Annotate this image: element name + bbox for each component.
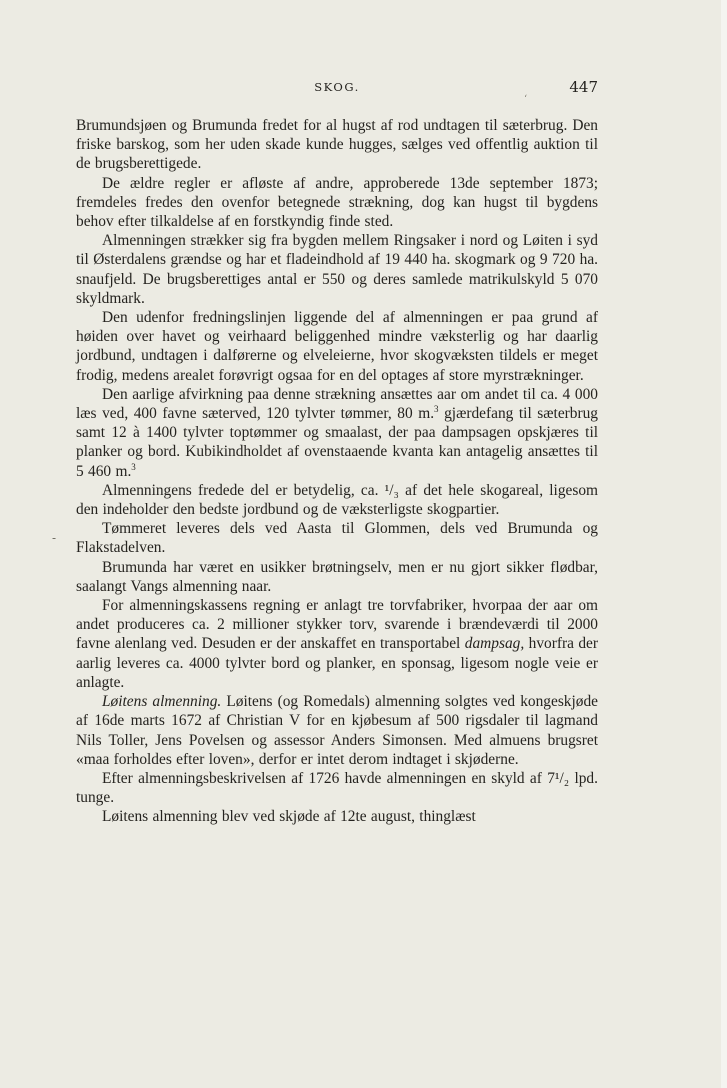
paragraph-6-part-2: af det hele skogareal, ligesom den indeholder den bedste jordbund og de væksterligste skogpartier. [76,481,599,519]
superscript-cubic-2: 3 [131,461,136,472]
paragraph-1: Brumundsjøen og Brumunda fredet for al hugst af rod undtagen til sæterbrug. Den friske barskog, som her uden skade kunde hugges, sælges ved offentlig auktion til de brugsberettigede. [76,117,598,173]
paragraph-2: De ældre regler er afløste af andre, approberede 13de september 1873; fremdeles fredes den ovenfor betegnede strækning, dog kan hugst til bygdens behov efter tilkaldelse af en forstkyndig finde sted. [76,174,598,231]
italic-dampsag: dampsag, [464,635,525,653]
page-number: 447 [569,78,598,96]
fraction-one-half: ¹/₂ [554,769,570,787]
paragraph-12: Løitens almenning blev ved skjøde af 12te august, thinglæst [102,808,476,826]
paragraph-5-part-2: gjærdefang til sæterbrug samt 12 à 1400 tylvter toptømmer og smaalast, der paa dampsagen opskjæres til planker og bord. Kubikindholdet af ovenstaaende kvanta kan antagelig ansættes til 5 460 m. [76,405,598,480]
paragraph-5-part-1: Den aarlige afvirkning paa denne strækning ansættes aar om andet til ca. 4 000 læs ved, 400 favne sæterved, 120 tylvter tømmer, 80 m. [76,385,598,423]
page-edge [721,0,727,1088]
body-text [76,116,598,827]
stray-mark-top: ʻ [524,94,528,105]
paragraph-9 [76,596,598,692]
section-heading-loitens-almenning: Løitens almenning. [102,693,222,711]
paragraph-10-text: Løitens (og Romedals) almenning solgtes ved kongeskjøde af 16de marts 1672 af Christian V for en kjøbesum af 500 rigsdaler til lagmand Nils Toller, Jens Povelsen og assessor Anders Simonsen. Med almuens brugsret «maa forholdes efter loven», derfor er intet derom indtaget i skjøderne. [76,693,599,768]
fraction-one-third: ¹/₃ [384,481,399,499]
stray-mark-left: - [52,531,57,545]
paragraph-11-part-2: lpd. tunge. [76,769,598,807]
paragraph-10 [76,692,598,769]
paragraph-11-part-1: Efter almenningsbeskrivelsen af 1726 havde almenningen en skyld af 7 [102,769,555,787]
page-header [76,80,598,100]
paragraph-3: Almenningen strækker sig fra bygden mellem Ringsaker i nord og Løiten i syd til Østerdalens grændse og har et fladeindhold af 19 440 ha. skogmark og 9 720 ha. snaufjeld. De brugsberettiges antal er 550 og deres samlede matrikulskyld 5 070 skyldmark. [76,232,598,307]
paragraph-9-part-1: For almenningskassens regning er anlagt tre torvfabriker, hvorpaa der aar om andet produceres ca. 2 millioner stykker torv, svarende i brændeværdi til 2000 favne alenlang ved. Desuden er der anskaffet en transportabel [76,597,598,653]
superscript-cubic-1: 3 [434,403,439,414]
paragraph-5 [76,385,598,481]
paragraph-6 [76,481,598,519]
paragraph-7: Tømmeret leveres dels ved Aasta til Glommen, dels ved Brumunda og Flakstadelven. [76,520,598,557]
running-title: SKOG. [314,80,360,94]
paragraph-8: Brumunda har været en usikker brøtningselv, men er nu gjort sikker flødbar, saalangt Vangs almenning naar. [76,558,598,595]
paragraph-4: Den udenfor fredningslinjen liggende del af almenningen er paa grund af høiden over havet og veirhaard beliggenhed mindre væksterlig og har daarlig jordbund, undtagen i dalførerne og elveleierne, hvor skogvæksten tildels er meget frodig, medens arealet forøvrigt ogsaa for en del optages af store myrstrækninger. [76,309,598,384]
paragraph-11 [76,769,598,807]
paragraph-6-part-1: Almenningens fredede del er betydelig, ca. [102,481,385,499]
paragraph-9-part-2: hvorfra der aarlig leveres ca. 4000 tylvter bord og planker, en sponsag, ligesom nogle veie er anlagte. [76,635,599,691]
